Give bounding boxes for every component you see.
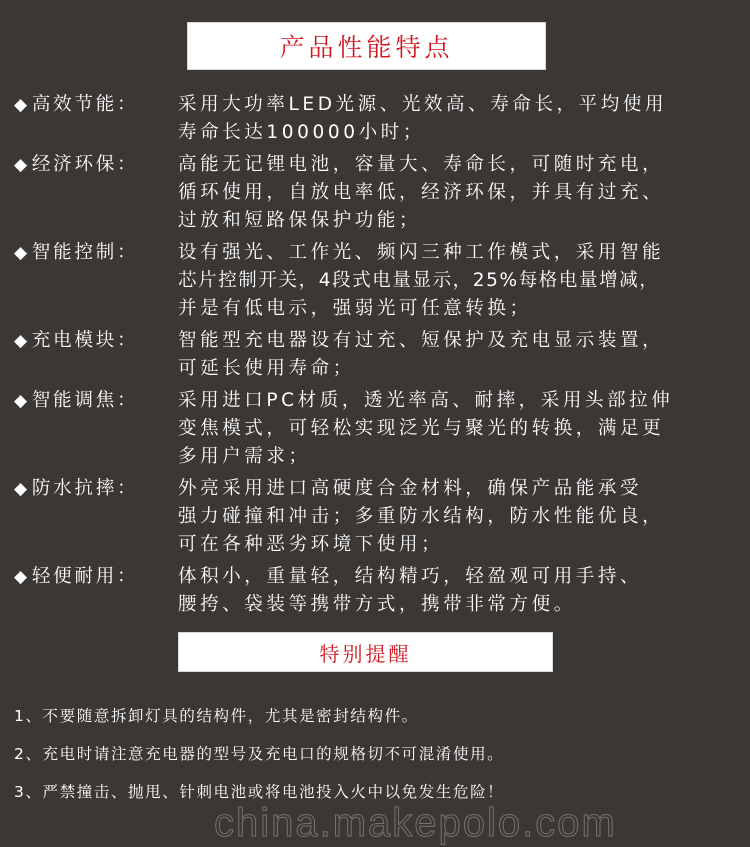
feature-description <box>178 387 673 471</box>
feature-list <box>14 91 744 623</box>
feature-description <box>178 91 667 147</box>
feature-description <box>178 151 664 235</box>
feature-label: ◆ 智能调焦： <box>14 390 139 411</box>
feature-description <box>178 475 664 559</box>
reminder-title: 特别提醒 <box>319 641 412 666</box>
feature-line: 并是有低电示，强弱光可任意转换； <box>178 298 532 319</box>
feature-line: 腰挎、袋装等携带方式，携带非常方便。 <box>178 594 576 615</box>
feature-line: 循环使用，自放电率低，经济环保，并具有过充、 <box>178 182 665 203</box>
feature-item <box>14 327 744 383</box>
feature-item <box>14 475 744 559</box>
feature-line: 多用户需求； <box>178 446 311 467</box>
feature-description <box>178 563 642 619</box>
feature-item <box>14 239 744 323</box>
feature-label: ◆ 高效节能： <box>14 94 139 115</box>
feature-line: 可在各种恶劣环境下使用； <box>178 534 444 555</box>
feature-line: 设有强光、工作光、频闪三种工作模式，采用智能 <box>178 242 665 263</box>
note-item: 1、不要随意拆卸灯具的结构件，尤其是密封结构件。 <box>14 707 419 725</box>
feature-label: ◆ 经济环保： <box>14 154 139 175</box>
feature-line: 外亮采用进口高硬度合金材料，确保产品能承受 <box>178 478 643 499</box>
note-item: 3、严禁撞击、抛甩、针刺电池或将电池投入火中以免发生危险！ <box>14 783 505 801</box>
feature-line: 采用进口PC材质，透光率高、耐摔，采用头部拉伸 <box>178 390 674 411</box>
feature-line: 芯片控制开关，4段式电量显示，25%每格电量增减， <box>178 270 660 291</box>
diamond-bullet-icon: ◆ <box>14 391 30 411</box>
feature-line: 寿命长达100000小时； <box>178 122 425 143</box>
feature-line: 过放和短路保保护功能； <box>178 210 422 231</box>
page-title: 产品性能特点 <box>279 33 454 62</box>
diamond-bullet-icon: ◆ <box>14 331 30 351</box>
feature-line: 智能型充电器设有过充、短保护及充电显示装置， <box>178 330 665 351</box>
feature-item <box>14 91 744 147</box>
feature-label: ◆ 轻便耐用： <box>14 566 139 587</box>
diamond-bullet-icon: ◆ <box>14 567 30 587</box>
diamond-bullet-icon: ◆ <box>14 243 30 263</box>
feature-line: 高能无记锂电池，容量大、寿命长，可随时充电， <box>178 154 665 175</box>
diamond-bullet-icon: ◆ <box>14 95 30 115</box>
title-banner <box>187 22 546 70</box>
feature-label: ◆ 防水抗摔： <box>14 478 139 499</box>
note-item: 2、充电时请注意充电器的型号及充电口的规格切不可混淆使用。 <box>14 745 505 763</box>
feature-item <box>14 563 744 619</box>
diamond-bullet-icon: ◆ <box>14 155 30 175</box>
feature-line: 强力碰撞和冲击；多重防水结构，防水性能优良， <box>178 506 665 527</box>
feature-description <box>178 327 664 383</box>
feature-line: 变焦模式，可轻松实现泛光与聚光的转换，满足更 <box>178 418 665 439</box>
watermark: china.makepolo.com <box>214 801 617 845</box>
feature-label: ◆ 充电模块： <box>14 330 139 351</box>
feature-item <box>14 151 744 235</box>
diamond-bullet-icon: ◆ <box>14 479 30 499</box>
feature-item <box>14 387 744 471</box>
feature-label: ◆ 智能控制： <box>14 242 139 263</box>
reminder-banner <box>178 632 553 672</box>
feature-line: 采用大功率LED光源、光效高、寿命长，平均使用 <box>178 94 668 115</box>
feature-line: 可延长使用寿命； <box>178 358 355 379</box>
feature-line: 体积小，重量轻，结构精巧，轻盈观可用手持、 <box>178 566 643 587</box>
feature-description <box>178 239 664 323</box>
